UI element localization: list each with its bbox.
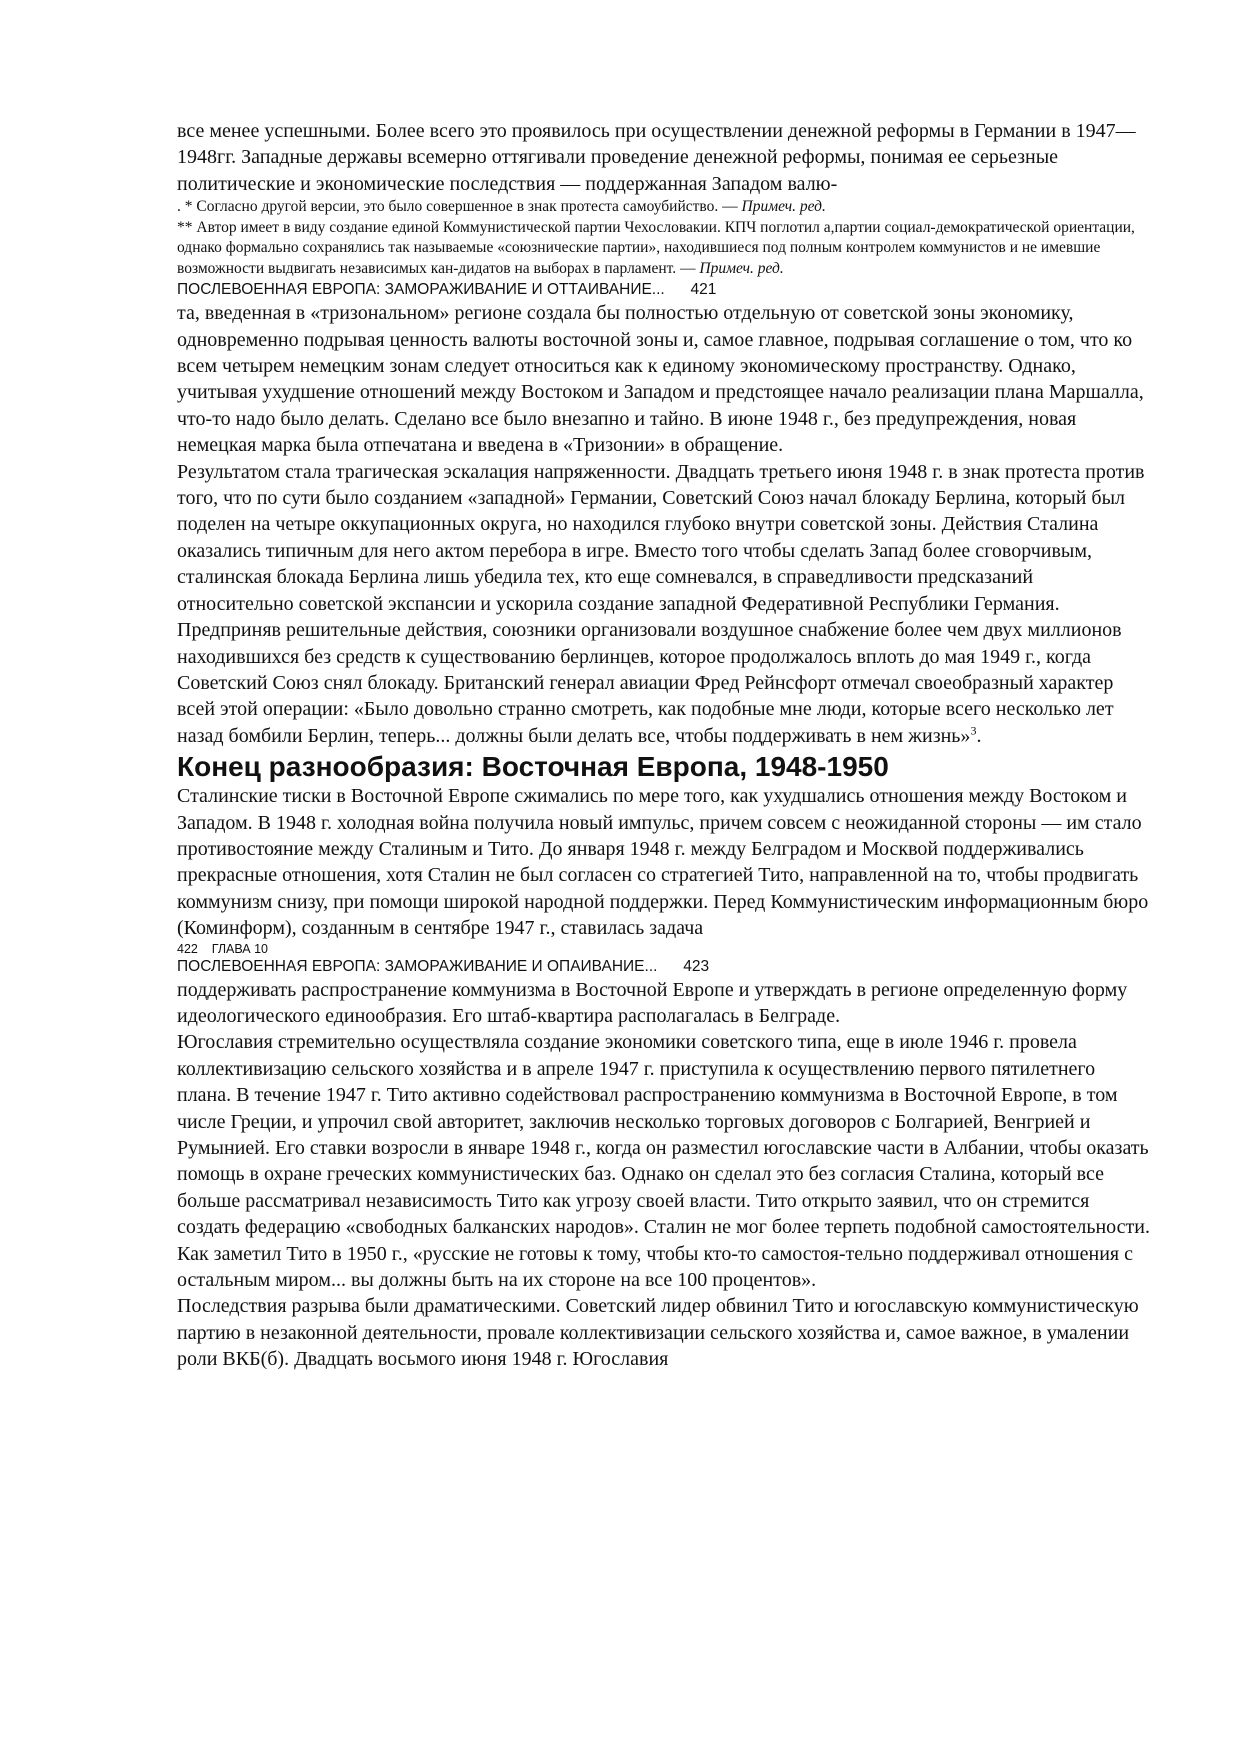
section-heading: Конец разнообразия: Восточная Европа, 1948-1950 — [177, 751, 889, 783]
paragraph-currency-reform: все менее успешными. Более всего это проявилось при осуществлении денежной реформы в Германии в 1947—1948гг. Западные державы всемерно оттягивали проведение денежной реформы, понимая ее серьезные политические и экономические последствия — поддержанная Западом валю- — [177, 120, 1136, 195]
paragraph-end: . — [976, 724, 982, 747]
paragraph-berlin-blockade — [177, 459, 1152, 749]
footnote-text: . * Согласно другой версии, это было совершенное в знак протеста самоубийство. — — [177, 198, 742, 216]
paragraph-text: Результатом стала трагическая эскалация напряженности. Двадцать третьего июня 1948 г. в знак протеста против того, что по сути было созданием «западной» Германии, Советский Союз начал блокаду Берлина, который был поделен на четыре оккупационных округа, но находился глубоко внутри советской зоны. Действия Сталина оказались типичным для него актом перебора в игре. Вместо того чтобы сделать Запад более сговорчивым, сталинская блокада Берлина лишь убедила тех, кто еще сомневался, в справедливости предсказаний относительно советской экспансии и ускорила создание западной Федеративной Республики Германия. Предприняв решительные действия, союзники организовали воздушное снабжение более чем двух миллионов находившихся без средств к существованию берлинцев, которое продолжалось вплоть до мая 1949 г., когда Советский Союз снял блокаду. Британский генерал авиации Фред Рейнсфорт отмечал своеобразный характер всей этой операции: «Было довольно странно смотреть, как подобные мне люди, которые всего несколько лет назад бомбили Берлин, теперь... должны были делать все, чтобы поддерживать в нем жизнь» — [177, 460, 1145, 747]
paragraph-cominform: поддерживать распространение коммунизма в Восточной Европе и утверждать в регионе определенную форму идеологического единообразия. Его штаб-квартира располагалась в Белграде. — [177, 978, 1128, 1027]
paragraph-yugoslavia-economy: Югославия стремительно осуществляла создание экономики советского типа, еще в июле 1946 г. провела коллективизацию сельского хозяйства и в апреле 1947 г. приступила к осуществлению первого пятилетнего плана. В течение 1947 г. Тито активно содействовал распространению коммунизма в Восточной Европе, в том числе Греции, и упрочил свой авторитет, заключив несколько торговых договоров с Болгарией, Венгрией и Румынией. Его ставки возросли в январе 1948 г., когда он разместил югославские части в Албании, чтобы оказать помощь в охране греческих коммунистических баз. Однако он сделал это без согласия Сталина, который все больше рассматривал независимость Тито как угрозу своей власти. Тито открыто заявил, что он стремится создать федерацию «свободных балканских народов». Сталин не мог более терпеть подобной самостоятельности. Как заметил Тито в 1950 г., «русские не готовы к тому, чтобы кто-то самостоя-тельно поддерживал отношения с остальным миром... вы должны быть на их стороне на все 100 процентов». — [177, 1031, 1150, 1292]
running-header-page-423: ПОСЛЕВОЕННАЯ ЕВРОПА: ЗАМОРАЖИВАНИЕ И ОПАИВАНИЕ... 423 — [177, 957, 710, 975]
footnote-czech-party — [177, 218, 1152, 280]
footnote-editor-note: Примеч. ред. — [699, 259, 784, 277]
footnote-suicide-version — [177, 197, 1152, 218]
running-header-page-421: ПОСЛЕВОЕННАЯ ЕВРОПА: ЗАМОРАЖИВАНИЕ И ОТТАИВАНИЕ... 421 — [177, 281, 717, 299]
paragraph-split-consequences: Последствия разрыва были драматическими. Советский лидер обвинил Тито и югославскую коммунистическую партию в незаконной деятельности, провале коллективизации сельского хозяйства и, самое важное, в умалении роли ВКБ(б). Двадцать восьмого июня 1948 г. Югославия — [177, 1295, 1139, 1371]
paragraph-stalin-tito: Сталинские тиски в Восточной Европе сжимались по мере того, как ухудшались отношения между Востоком и Западом. В 1948 г. холодная война получила новый импульс, причем совсем с неожиданной стороны — им стало противостояние между Сталиным и Тито. До января 1948 г. между Белградом и Москвой поддерживались прекрасные отношения, хотя Сталин не был согласен со стратегией Тито, направленной на то, чтобы продвигать коммунизм снизу, при помощи широкой народной поддержки. Перед Коммунистическим информационным бюро (Коминформ), созданным в сентябре 1947 г., ставилась задача — [177, 785, 1149, 940]
document-page — [177, 118, 1152, 1373]
footnote-editor-note: Примеч. ред. — [741, 198, 826, 216]
paragraph-trizone-currency: та, введенная в «тризональном» регионе создала бы полностью отдельную от советской зоны экономику, одновременно подрывая ценность валюты восточной зоны и, самое главное, подрывая соглашение о том, что ко всем четырем немецким зонам следует относиться как к единому экономическому пространству. Однако, учитывая ухудшение отношений между Востоком и Западом и предстоящее начало реализации плана Маршалла, что-то надо было делать. Сделано все было внезапно и тайно. В июне 1948 г., без предупреждения, новая немецкая марка была отпечатана и введена в «Тризонии» в обращение. — [177, 302, 1144, 457]
footnote-text: ** Автор имеет в виду создание единой Коммунистической партии Чехословакии. КПЧ поглотил а,партии социал-демократической ориентации, однако формально сохранялись так называемые «союзнические партии», находившиеся под полным контролем коммунистов и не имевшие возможности выдвигать независимых кан-дидатов на выборах в парламент. — — [177, 218, 1135, 277]
footnote-reference: 3 — [970, 723, 977, 738]
running-header-page-422: 422 ГЛАВА 10 — [177, 941, 268, 956]
